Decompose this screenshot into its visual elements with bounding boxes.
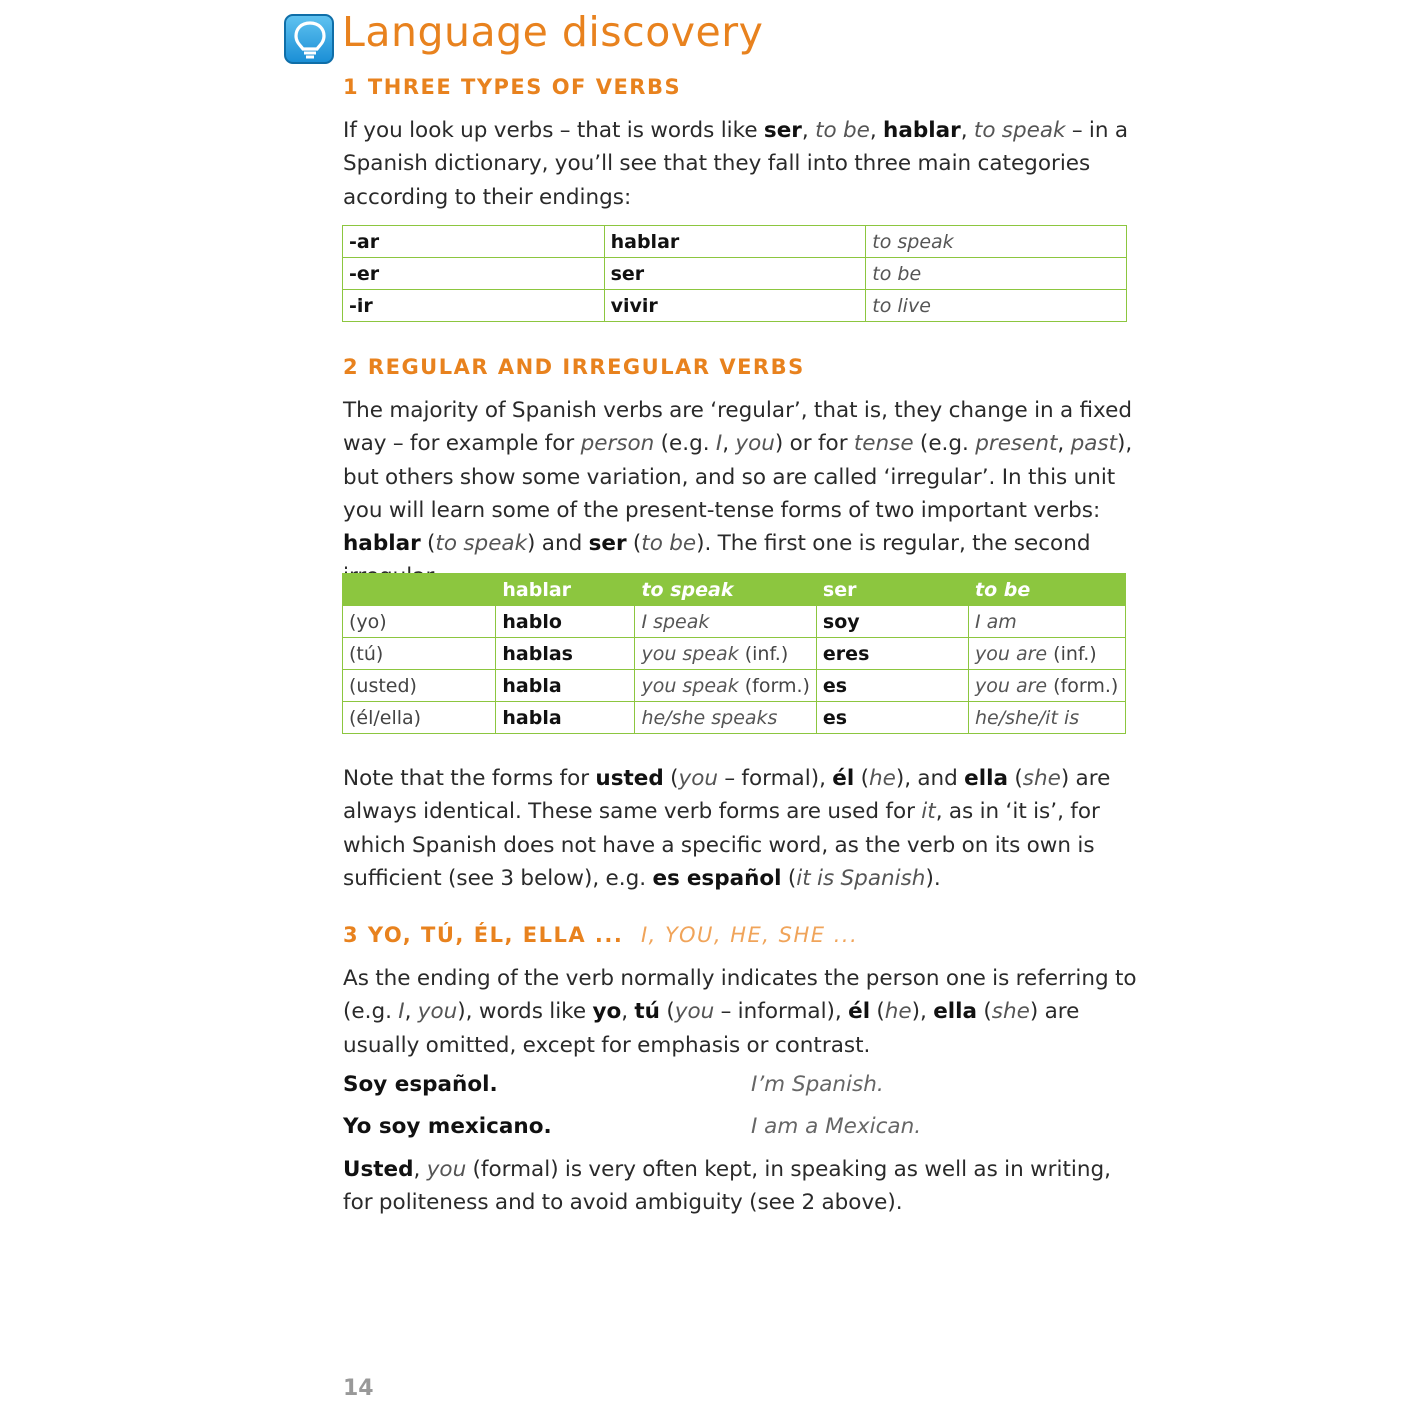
section-3-paragraph: As the ending of the verb normally indicates the person one is referring to (e.g. I, you), words like yo, tú (you – informal), él (he), ella (she) are usually omitted, except for emphasis or contrast. <box>343 966 1137 1058</box>
table-row <box>343 290 1127 322</box>
table-row <box>343 638 1126 670</box>
table-row <box>343 670 1126 702</box>
ser-cell: soy <box>816 606 968 638</box>
ending-cell: -ir <box>343 290 605 322</box>
page-title: Language discovery <box>342 8 764 56</box>
section-3-heading: 3 YO, TÚ, ÉL, ELLA ... I, YOU, HE, SHE ... <box>343 923 859 947</box>
ser-cell: es <box>816 670 968 702</box>
ser-meaning-cell: I am <box>969 606 1126 638</box>
lightbulb-icon <box>284 14 334 64</box>
hablar-cell: hablo <box>496 606 635 638</box>
verb-cell: vivir <box>604 290 866 322</box>
pronoun-cell: (él/ella) <box>343 702 496 734</box>
header-cell: hablar <box>496 574 635 606</box>
ser-meaning-cell: you are (form.) <box>969 670 1126 702</box>
hablar-meaning-cell: he/she speaks <box>635 702 816 734</box>
table-header-row <box>343 574 1126 606</box>
section-1-paragraph: If you look up verbs – that is words like ser, to be, hablar, to speak – in a Spanish dictionary, you’ll see that they fall into three main categories according to their endings: <box>343 118 1129 210</box>
hablar-cell: hablas <box>496 638 635 670</box>
page-number: 14 <box>343 1376 374 1401</box>
section-2-paragraph: The majority of Spanish verbs are ‘regular’, that is, they change in a fixed way – for example for person (e.g. I, you) or for tense (e.g. present, past), but others show some variation, and so are called ‘irregular’. In this unit you will learn some of the present-tense forms of two important verbs: hablar (to speak) and ser (to be). The first one is regular, the second <box>343 398 1133 557</box>
example-english: I’m Spanish. <box>751 1072 884 1097</box>
hablar-meaning-cell: I speak <box>635 606 816 638</box>
example-english: I am a Mexican. <box>751 1114 922 1139</box>
hablar-cell: habla <box>496 702 635 734</box>
table-row <box>343 702 1126 734</box>
section-1-heading: 1 THREE TYPES OF VERBS <box>343 75 682 99</box>
hablar-cell: habla <box>496 670 635 702</box>
ending-cell: -ar <box>343 226 605 258</box>
example-spanish: Yo soy mexicano. <box>343 1114 552 1139</box>
hablar-meaning-cell: you speak (inf.) <box>635 638 816 670</box>
conjugation-table <box>342 573 1126 734</box>
verb-endings-table <box>342 225 1127 322</box>
pronoun-cell: (tú) <box>343 638 496 670</box>
header-cell <box>343 574 496 606</box>
meaning-cell: to live <box>866 290 1127 322</box>
section-3-heading-translation: I, YOU, HE, SHE ... <box>640 923 859 947</box>
header-cell: to be <box>969 574 1126 606</box>
ending-cell: -er <box>343 258 605 290</box>
ser-meaning-cell: he/she/it is <box>969 702 1126 734</box>
ser-cell: es <box>816 702 968 734</box>
note-paragraph: Note that the forms for usted (you – formal), él (he), and ella (she) are always identical. These same verb forms are used for it, as in ‘it is’, for which Spanish does not have a specific word, as the verb on its own is sufficient (see 3 below), e.g. es español (it is Spanish). <box>343 766 1111 891</box>
table-row <box>343 606 1126 638</box>
table-row <box>343 258 1127 290</box>
meaning-cell: to be <box>866 258 1127 290</box>
pronoun-cell: (yo) <box>343 606 496 638</box>
table-row <box>343 226 1127 258</box>
ser-cell: eres <box>816 638 968 670</box>
header-cell: ser <box>816 574 968 606</box>
meaning-cell: to speak <box>866 226 1127 258</box>
section-2-heading: 2 REGULAR AND IRREGULAR VERBS <box>343 355 805 379</box>
pronoun-cell: (usted) <box>343 670 496 702</box>
header-cell: to speak <box>635 574 816 606</box>
example-spanish: Soy español. <box>343 1072 498 1097</box>
verb-cell: ser <box>604 258 866 290</box>
verb-cell: hablar <box>604 226 866 258</box>
section-3-paragraph-2: Usted, you (formal) is very often kept, in speaking as well as in writing, for politeness and to avoid ambiguity (see 2 above). <box>343 1157 1111 1216</box>
hablar-meaning-cell: you speak (form.) <box>635 670 816 702</box>
ser-meaning-cell: you are (inf.) <box>969 638 1126 670</box>
